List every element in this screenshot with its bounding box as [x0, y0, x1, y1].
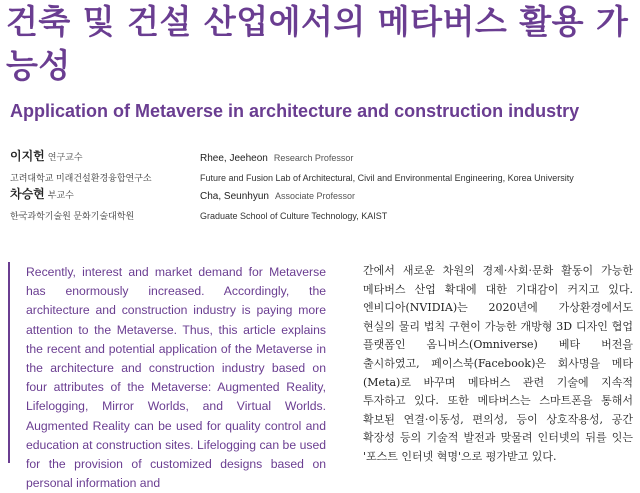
author-role-en: Research Professor [273, 153, 354, 163]
author-role-ko: 연구교수 [47, 152, 83, 162]
article-title-english: Application of Metaverse in architecture and construction industry [10, 101, 580, 121]
author-affiliation-en: Future and Fusion Lab of Architectural, Civil and Environmental Engineering, Korea University [200, 173, 574, 183]
author-role-ko: 부교수 [47, 190, 74, 200]
body-text-column [363, 262, 633, 463]
abstract-text: Recently, interest and market demand for Metaverse has enormously increased. Accordingly, the architecture and construction industry is paying more attention to the Metaverse. Thus, this article explains the recent and potential application of the Metaverse in the architecture and construction industry based on four attributes of the Metaverse: Augmented Reality, Lifelogging, Mirror Worlds, and Virtual Worlds. Augmented Reality can be used for quality control and education at construction sites. Lifelogging can be used for the provision of customized designs based on personal information and [26, 265, 326, 491]
author-2-english [200, 186, 387, 221]
author-role-en: Associate Professor [274, 191, 355, 201]
author-affiliation-ko: 고려대학교 미래건설환경융합연구소 [10, 173, 152, 183]
author-name-ko: 차승현 [10, 187, 45, 201]
author-name-ko: 이지헌 [10, 149, 45, 163]
article-title-korean: 건축 및 건설 산업에서의 메타버스 활용 가능성 [6, 2, 629, 85]
author-name-en: Rhee, Jeeheon [200, 153, 268, 164]
abstract-block [8, 262, 326, 491]
author-1-english [200, 148, 574, 183]
author-affiliation-en: Graduate School of Culture Technology, KAIST [200, 211, 388, 221]
author-name-en: Cha, Seunhyun [200, 191, 269, 202]
author-2-korean [10, 185, 134, 222]
body-paragraph-korean: 간에서 새로운 차원의 경제·사회·문화 활동이 가능한 메타버스 산업 확대에 대한 기대감이 커지고 있다. 엔비디아(NVIDIA)는 2020년에 가상환경에서도 현실의 물리 법칙 구현이 가능한 개방형 3D 디자인 협업 플랫폼인 옴니버스(Omniverse) 베타 버전을 출시하였고, 페이스북(Facebook)은 회사명을 메타(Meta)로 바꾸며 메타버스 관련 기술에 지속적 투자하고 있다. 또한 메타버스는 스마트폰을 통해서 확보된 연결·이동성, 편의성, 등이 상호작용성, 공간 확장성 등의 기술적 발전과 맞물려 인터넷의 뒤를 잇는 '포스트 인터넷 혁명'으로 평가받고 있다. [363, 264, 633, 463]
author-1-korean [10, 147, 152, 184]
author-affiliation-ko: 한국과학기술원 문화기술대학원 [10, 211, 135, 221]
